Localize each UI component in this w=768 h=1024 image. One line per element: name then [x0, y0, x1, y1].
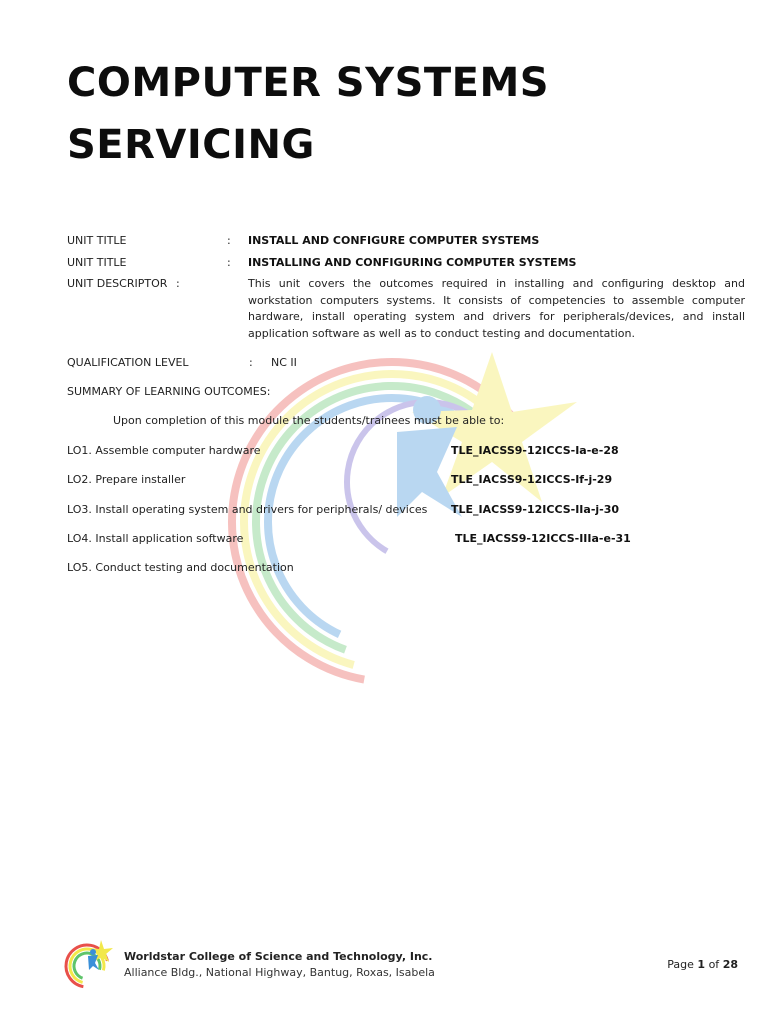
- qualification-colon: :: [249, 356, 253, 369]
- footer-school-name: Worldstar College of Science and Technology, Inc.: [124, 950, 433, 963]
- page-of: of: [708, 958, 720, 971]
- unit-title-label-2: UNIT TITLE: [67, 256, 127, 269]
- outcome-lo5: LO5. Conduct testing and documentation: [67, 561, 294, 574]
- unit-descriptor-label: UNIT DESCRIPTOR: [67, 277, 168, 290]
- page-total: 28: [722, 958, 738, 971]
- outcome-lo2-code: TLE_IACSS9-12ICCS-If-j-29: [451, 473, 613, 486]
- unit-title-colon: :: [227, 234, 231, 247]
- unit-descriptor-colon: :: [176, 277, 180, 290]
- unit-title-value: INSTALL AND CONFIGURE COMPUTER SYSTEMS: [248, 234, 540, 247]
- unit-descriptor-text: This unit covers the outcomes required in installing and configuring desktop and workstation computers systems. It consists of competencies to assemble computer hardware, install operating system and drivers for peripherals/devices, and install application software as well as to conduct testing and documentation.: [248, 277, 745, 340]
- page-current: 1: [697, 958, 706, 971]
- qualification-value: NC II: [271, 356, 297, 369]
- outcome-lo4: LO4. Install application software: [67, 532, 244, 545]
- outcome-lo4-code: TLE_IACSS9-12ICCS-IIIa-e-31: [455, 532, 631, 545]
- page-number: [667, 958, 738, 971]
- intro-text: Upon completion of this module the students/trainees must be able to:: [113, 414, 505, 427]
- unit-title-colon-2: :: [227, 256, 231, 269]
- outcome-lo1-code: TLE_IACSS9-12ICCS-Ia-e-28: [451, 444, 619, 457]
- outcome-lo1: LO1. Assemble computer hardware: [67, 444, 261, 457]
- document-title: [67, 52, 707, 176]
- school-logo-icon: [63, 938, 115, 990]
- page-word: Page: [667, 958, 694, 971]
- unit-title-label: UNIT TITLE: [67, 234, 127, 247]
- footer-address: Alliance Bldg., National Highway, Bantug, Roxas, Isabela: [124, 966, 435, 979]
- title-line-2: SERVICING: [67, 122, 315, 168]
- outcome-lo2: LO2. Prepare installer: [67, 473, 186, 486]
- summary-heading: SUMMARY OF LEARNING OUTCOMES:: [67, 385, 271, 398]
- outcome-lo3-code: TLE_IACSS9-12ICCS-IIa-j-30: [451, 503, 620, 516]
- title-line-1: COMPUTER SYSTEMS: [67, 60, 550, 106]
- qualification-label: QUALIFICATION LEVEL: [67, 356, 189, 369]
- outcome-lo3: LO3. Install operating system and drivers for peripherals/ devices: [67, 503, 428, 516]
- unit-title-value-2: INSTALLING AND CONFIGURING COMPUTER SYSTEMS: [248, 256, 577, 269]
